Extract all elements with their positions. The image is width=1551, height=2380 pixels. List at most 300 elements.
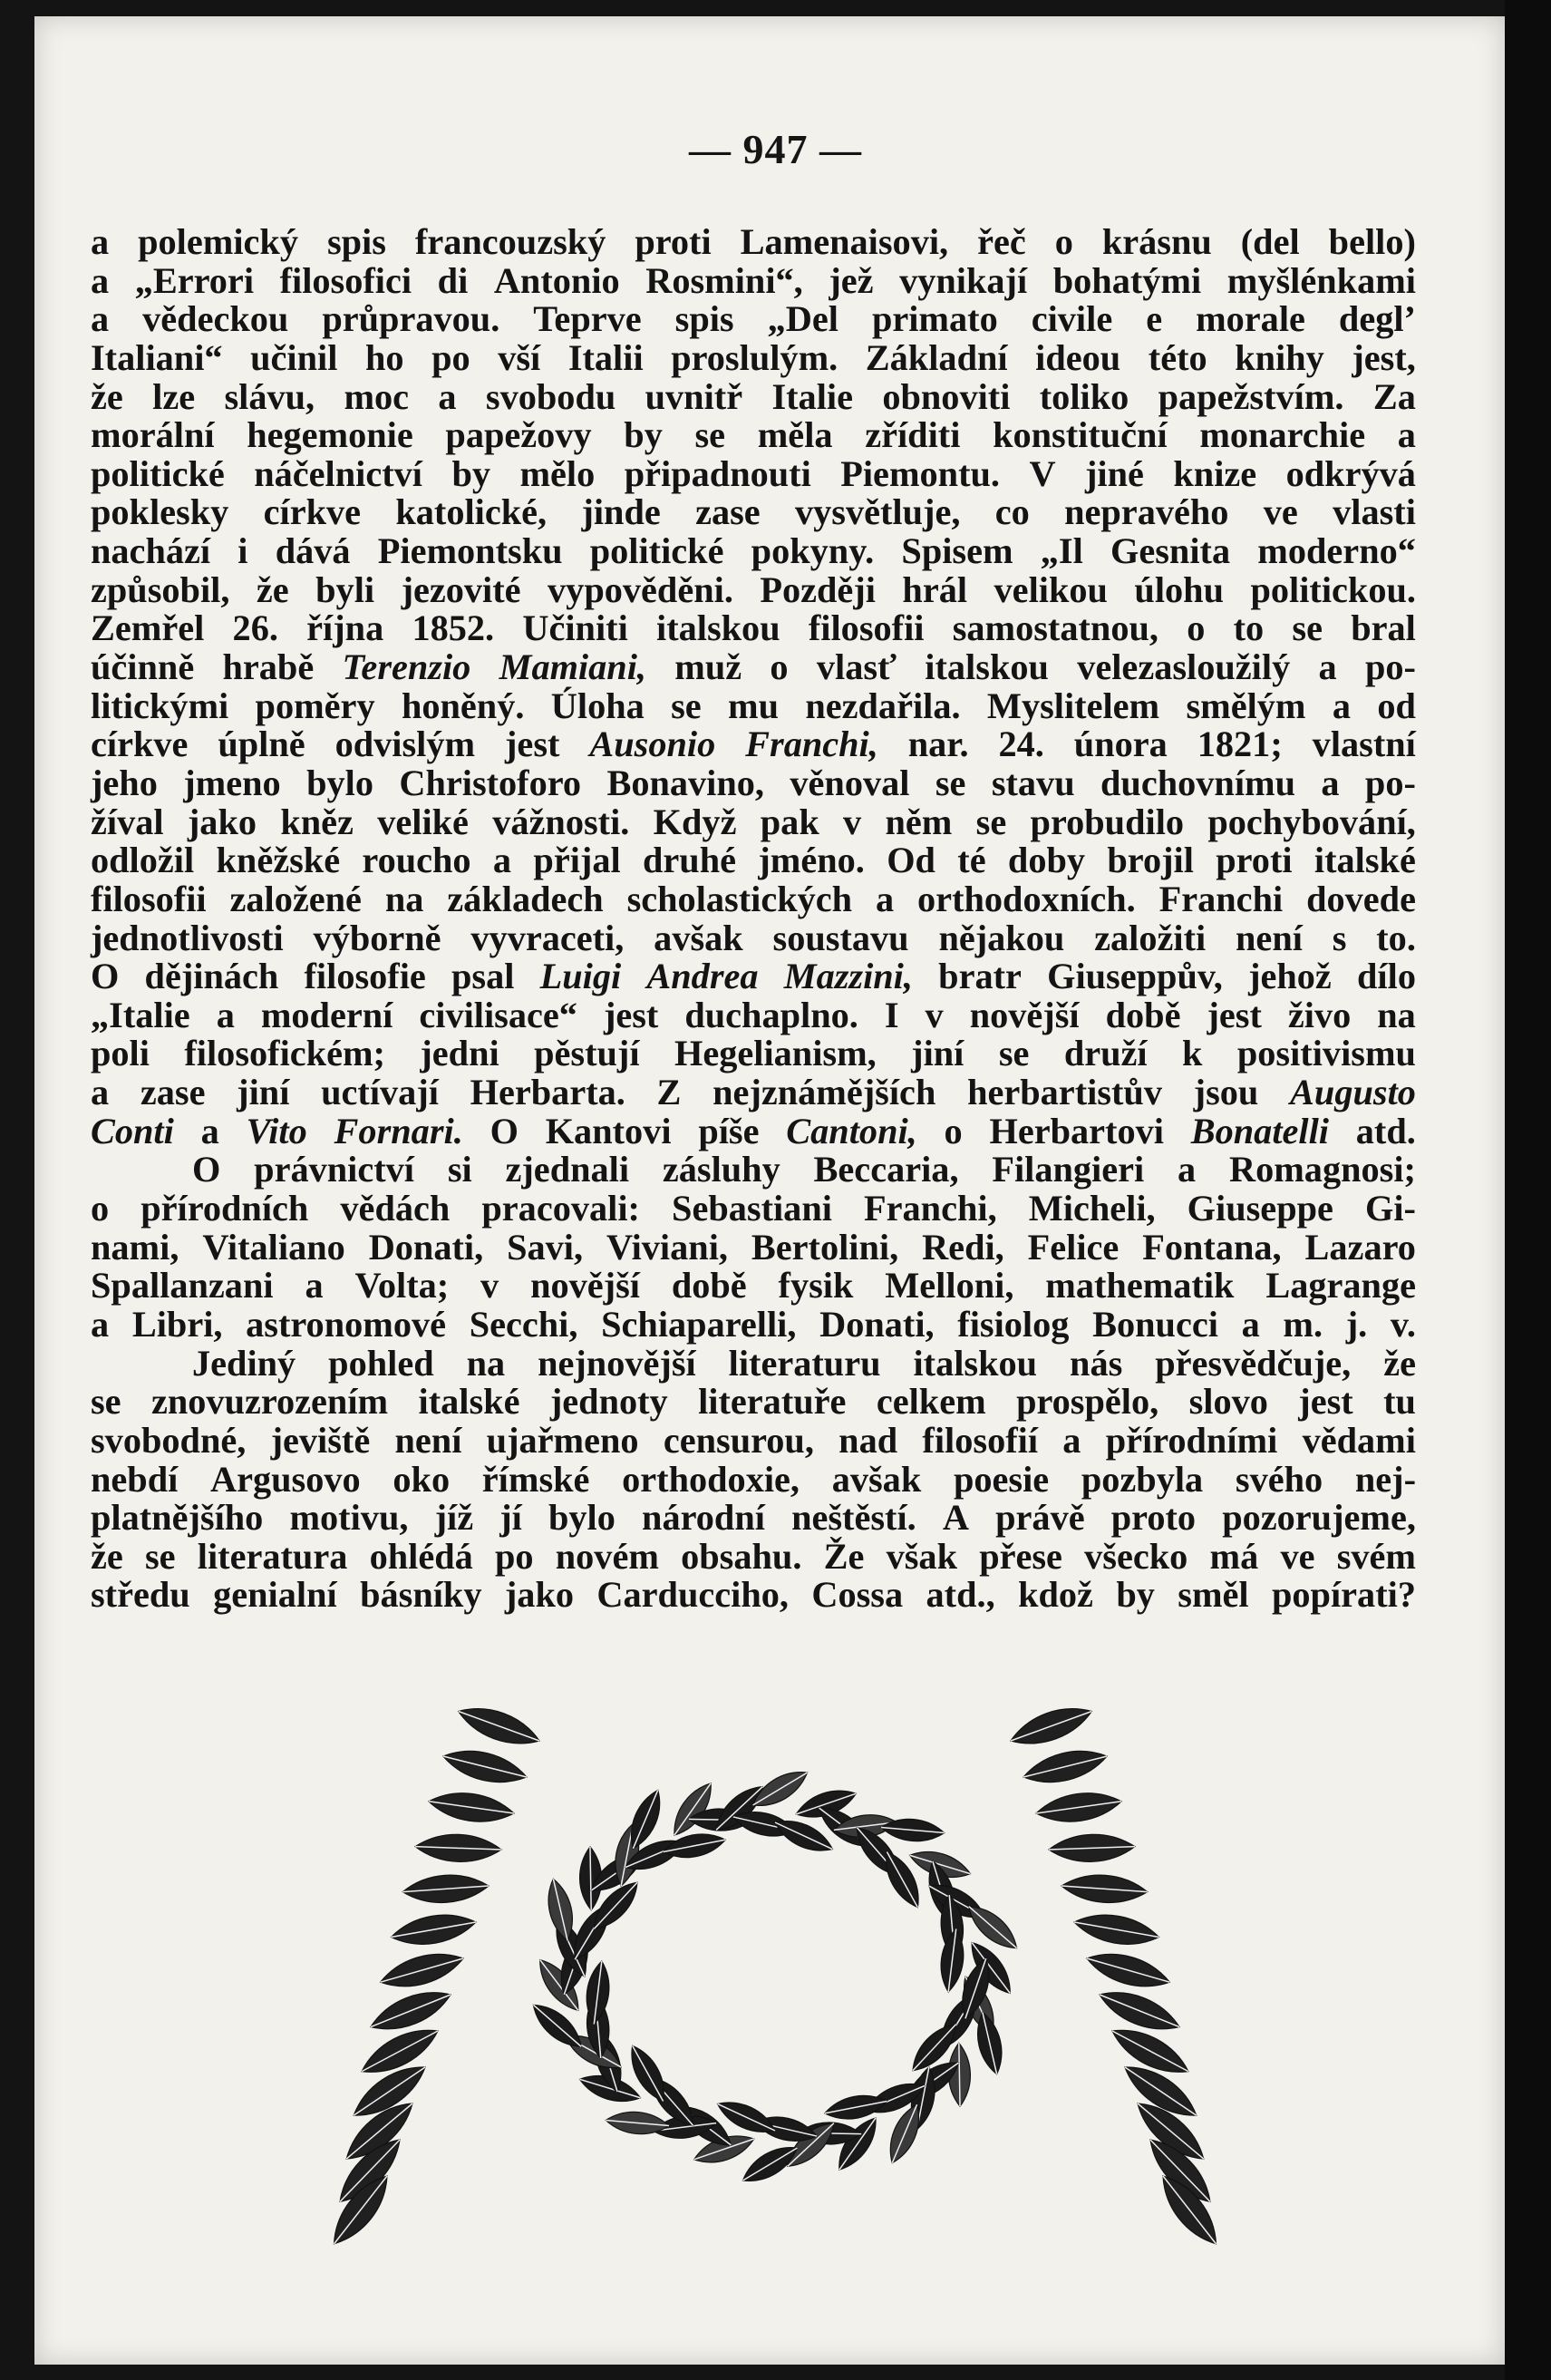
leaf-shape <box>1006 1705 1097 1753</box>
word: vypověděni. <box>548 568 733 610</box>
word: se <box>694 414 726 456</box>
word: směl <box>1178 1574 1249 1616</box>
word: Mamiani, <box>499 646 646 688</box>
word: knihy <box>1235 336 1324 378</box>
text-line <box>91 452 1416 494</box>
word: 1821; <box>1197 724 1283 765</box>
word: 1852. <box>412 607 495 649</box>
word: atd., <box>926 1574 995 1616</box>
word: svobodu <box>485 375 616 417</box>
word: roucho <box>362 840 471 881</box>
word: to <box>1233 607 1265 649</box>
word: slávu, <box>224 375 315 417</box>
word: obnoviti <box>882 375 1011 417</box>
word: k <box>1182 1033 1203 1074</box>
word: ujařmeno <box>486 1419 639 1461</box>
word: svém <box>1336 1535 1416 1577</box>
word: monarchie <box>1199 414 1366 456</box>
text-line <box>91 1419 1416 1461</box>
word: astronomové <box>246 1303 447 1345</box>
word: nepravého <box>1064 491 1229 533</box>
word: vědeckou <box>142 298 289 340</box>
word: není <box>1236 917 1303 958</box>
word: účinně <box>91 646 195 688</box>
word: mu <box>728 685 779 726</box>
text-line <box>91 336 1416 378</box>
word: brojil <box>1107 840 1194 881</box>
word: filosofií <box>922 1419 1039 1461</box>
text-line <box>91 1035 1416 1073</box>
word: vlasti <box>1333 491 1416 533</box>
word: Antonio <box>493 259 620 301</box>
word: Spallanzani <box>91 1265 274 1307</box>
word: znovuzrozením <box>150 1381 389 1423</box>
word: jméno. <box>758 840 865 881</box>
word: založiti <box>1094 917 1207 958</box>
word: jeviště <box>270 1419 371 1461</box>
word: Felice <box>1027 1226 1120 1268</box>
word: proslulým. <box>671 336 839 378</box>
word: zase <box>140 1072 206 1113</box>
word: pěstují <box>534 1033 640 1074</box>
word: zříditi <box>865 414 961 456</box>
word: hrabě <box>222 646 315 688</box>
word: moderní <box>260 994 393 1035</box>
word: novém <box>555 1535 659 1577</box>
word: Lazaro <box>1304 1226 1416 1268</box>
text-line <box>91 1267 1416 1306</box>
word: Libri, <box>131 1303 223 1345</box>
text-line <box>91 1112 1416 1151</box>
word: filosofie <box>304 956 426 997</box>
word: přese <box>979 1535 1062 1577</box>
word: se <box>998 1033 1030 1074</box>
word: a <box>91 259 110 301</box>
word: Carducciho, <box>596 1574 789 1616</box>
word: o <box>944 1110 963 1151</box>
leaf-vein <box>533 2005 581 2046</box>
word: filosofii <box>91 878 207 919</box>
word: prospělo, <box>1016 1381 1159 1423</box>
word: O <box>91 956 120 997</box>
word: době <box>671 1265 747 1307</box>
word: bral <box>1351 607 1416 649</box>
word: politickou. <box>1250 568 1416 610</box>
word: politické <box>589 530 724 572</box>
word: moderno“ <box>1257 530 1416 572</box>
word: jeho <box>91 762 158 803</box>
text-line <box>91 300 1416 339</box>
word: nar. <box>907 724 969 765</box>
word: v <box>480 1265 499 1307</box>
word: kněžské <box>216 840 341 881</box>
word: věnoval <box>790 762 910 803</box>
word: avšak <box>831 1458 922 1500</box>
word: civilisace“ <box>419 994 577 1035</box>
word: mathematik <box>1045 1265 1235 1307</box>
word: a <box>1241 1303 1260 1345</box>
word: velikou <box>994 568 1108 610</box>
word: filosofii <box>808 607 925 649</box>
text-line <box>91 957 1416 996</box>
word: druhé <box>643 840 737 881</box>
word: a <box>91 221 110 262</box>
word: (del <box>1240 221 1300 262</box>
word: 26. <box>232 607 278 649</box>
word: Vito <box>246 1110 307 1151</box>
word: a <box>200 1110 219 1151</box>
word: římské <box>481 1458 590 1500</box>
word: celkem <box>876 1381 986 1423</box>
word: scholastických <box>626 878 853 919</box>
word: Zemřel <box>91 607 205 649</box>
word: jednoty <box>549 1381 668 1423</box>
word: o <box>91 1188 110 1229</box>
word: Italie <box>771 375 853 417</box>
word: litickými <box>91 685 229 726</box>
word: básníky <box>360 1574 482 1616</box>
word: bylo <box>548 1497 616 1539</box>
word: 24. <box>998 724 1044 765</box>
word: filosofici <box>279 259 412 301</box>
text-line <box>91 1151 1416 1190</box>
word: Fornari. <box>334 1110 463 1151</box>
word: dovede <box>1306 878 1416 919</box>
word: vyvraceti, <box>470 917 625 958</box>
word: honěný. <box>401 685 525 726</box>
word: O <box>490 1110 519 1151</box>
word: Bonavino, <box>606 762 765 803</box>
word: veliké <box>377 801 469 842</box>
word: února <box>1073 724 1168 765</box>
word: svého <box>1235 1458 1323 1500</box>
word: o <box>1054 221 1073 262</box>
word: jest <box>603 994 659 1035</box>
word: si <box>447 1149 472 1190</box>
word: pochybování, <box>1207 801 1416 842</box>
word: pokyny. <box>751 530 875 572</box>
word: poli <box>91 1033 150 1074</box>
word: a <box>438 375 457 417</box>
text-line <box>91 1383 1416 1422</box>
word: knize <box>1173 452 1257 494</box>
word: bohatými <box>1052 259 1202 301</box>
word: pozorujeme, <box>1222 1497 1416 1539</box>
word: dává <box>275 530 351 572</box>
word: vědách <box>340 1188 451 1229</box>
word: Franchi, <box>745 724 878 765</box>
word: samostatnou, <box>952 607 1158 649</box>
word: Z <box>656 1072 682 1113</box>
word: pohled <box>328 1342 434 1384</box>
word: popírati? <box>1272 1574 1416 1616</box>
word: platnějšího <box>91 1497 264 1539</box>
word: italskou <box>656 607 780 649</box>
body-text <box>91 223 1416 1615</box>
word: přesvědčuje, <box>1155 1342 1352 1384</box>
word: řeč <box>977 221 1026 262</box>
word: nachází <box>91 530 211 572</box>
word: e <box>1146 298 1163 340</box>
word: jest <box>1298 1381 1353 1423</box>
word: primato <box>871 298 998 340</box>
word: dílo <box>1357 956 1416 997</box>
word: všecko <box>1084 1535 1188 1577</box>
word: Gesnita <box>1110 530 1231 572</box>
word: mělo <box>519 452 596 494</box>
word: proti <box>1216 840 1293 881</box>
word: zásluhy <box>662 1149 780 1190</box>
word: vlastní <box>1312 724 1416 765</box>
word: po <box>494 1535 534 1577</box>
word: uvnitř <box>645 375 743 417</box>
word: není <box>394 1419 462 1461</box>
word: literaturu <box>728 1342 881 1384</box>
word: Bertolini, <box>751 1226 899 1268</box>
word: vší <box>498 336 541 378</box>
word: přijal <box>533 840 621 881</box>
word: „Italie <box>91 994 190 1035</box>
word: a <box>1318 646 1337 688</box>
word: se <box>671 685 702 726</box>
text-line <box>91 375 1416 417</box>
word: m. <box>1283 1303 1323 1345</box>
word: Cossa <box>811 1574 904 1616</box>
word: Melloni, <box>885 1265 1014 1307</box>
word: svobodné, <box>91 1419 247 1461</box>
word: duchovnímu <box>1100 762 1296 803</box>
word: probudilo <box>1030 801 1185 842</box>
word: Luigi <box>539 956 622 997</box>
word: morální <box>91 414 215 456</box>
floral-wreath-illustration <box>322 1705 1228 2249</box>
word: censurou, <box>663 1419 814 1461</box>
word: orthodoxie, <box>622 1458 800 1500</box>
word: Romagnosi; <box>1228 1149 1416 1190</box>
word: že <box>91 375 123 417</box>
word: italské <box>418 1381 520 1423</box>
text-line <box>91 1576 1416 1615</box>
word: hrál <box>902 568 968 610</box>
word: „Del <box>767 298 839 340</box>
word: di <box>437 259 469 301</box>
word: a <box>91 298 110 340</box>
word: ho <box>364 336 404 378</box>
word: katolické, <box>395 491 548 533</box>
text-line <box>91 880 1416 919</box>
word: vysvětluje, <box>795 491 961 533</box>
text-line <box>91 1190 1416 1229</box>
word: Fontana, <box>1142 1226 1282 1268</box>
word: by <box>1116 1574 1155 1616</box>
word: Hegelianism, <box>674 1033 877 1074</box>
word: druží <box>1063 1033 1148 1074</box>
text-line <box>91 648 1416 687</box>
word: Učiniti <box>522 607 628 649</box>
word: úlohu <box>1134 568 1224 610</box>
word: novější <box>530 1265 640 1307</box>
word: Sebastiani <box>672 1188 832 1229</box>
word: jež <box>829 259 874 301</box>
word: jedni <box>420 1033 499 1074</box>
word: přírodních <box>141 1188 309 1229</box>
word: O <box>192 1149 221 1190</box>
word: zjednali <box>505 1149 630 1190</box>
word: jiné <box>1085 452 1144 494</box>
word: oko <box>393 1458 451 1500</box>
word: že <box>256 568 289 610</box>
word: nezdařila. <box>805 685 961 726</box>
word: Gi- <box>1364 1188 1416 1229</box>
word: ideou <box>1035 336 1121 378</box>
text-line <box>91 725 1416 764</box>
word: bylo <box>306 762 373 803</box>
word: a <box>1178 1149 1197 1190</box>
word: by <box>624 414 663 456</box>
word: základech <box>447 878 604 919</box>
word: doby <box>1007 840 1086 881</box>
word: genialní <box>213 1574 337 1616</box>
word: konstituční <box>993 414 1168 456</box>
word: vážnosti. <box>492 801 630 842</box>
text-line <box>91 259 1416 301</box>
word: „Errori <box>134 259 255 301</box>
word: Franchi, <box>864 1188 997 1229</box>
word: se <box>91 1381 121 1423</box>
word: a <box>216 994 235 1035</box>
word: poměry <box>255 685 375 726</box>
word: V <box>1029 452 1056 494</box>
word: Beccaria, <box>813 1149 959 1190</box>
word: Ausonio <box>589 724 716 765</box>
word: Když <box>653 801 737 842</box>
word: jezovité <box>401 568 521 610</box>
word: fysik <box>778 1265 854 1307</box>
word: tu <box>1383 1381 1416 1423</box>
word: to. <box>1376 917 1416 958</box>
word: Schiaparelli, <box>601 1303 797 1345</box>
word: měla <box>757 414 833 456</box>
word: Cantoni, <box>786 1110 917 1151</box>
word: proto <box>1110 1497 1197 1539</box>
word: na <box>384 878 424 919</box>
word: neštěstí. <box>791 1497 916 1539</box>
text-line <box>91 493 1416 532</box>
word: stavu <box>991 762 1075 803</box>
word: papežstvím. <box>1158 375 1344 417</box>
word: Teprve <box>533 298 642 340</box>
word: nad <box>839 1419 898 1461</box>
word: moc <box>344 375 410 417</box>
word: krásnu <box>1101 221 1212 262</box>
text-line <box>91 1073 1416 1112</box>
word: odvislým <box>334 724 476 765</box>
word: národní <box>642 1497 765 1539</box>
word: odložil <box>91 840 195 881</box>
word: pozbyla <box>1081 1458 1204 1500</box>
word: církve <box>263 491 362 533</box>
word: Základní <box>865 336 1008 378</box>
text-line <box>91 1303 1416 1345</box>
word: v <box>925 994 944 1035</box>
word: nás <box>1070 1342 1123 1384</box>
word: nami, <box>91 1226 179 1268</box>
word: Viviani, <box>606 1226 728 1268</box>
word: Piemontsku <box>377 530 563 572</box>
word: o <box>770 646 789 688</box>
word: vynikají <box>899 259 1028 301</box>
word: jiní <box>911 1033 965 1074</box>
word: na <box>1377 994 1416 1035</box>
word: a <box>1332 685 1351 726</box>
word: jmeno <box>183 762 281 803</box>
word: positivismu <box>1236 1033 1416 1074</box>
text-line <box>91 1499 1416 1538</box>
word: Andrea <box>646 956 759 997</box>
word: herbartistův <box>967 1072 1162 1113</box>
word: by <box>451 452 491 494</box>
word: píše <box>698 1110 760 1151</box>
word: založené <box>229 878 362 919</box>
leaf-shape <box>454 1705 545 1753</box>
word: přírodními <box>1105 1419 1278 1461</box>
word: j. <box>1345 1303 1368 1345</box>
word: Mazzini, <box>783 956 913 997</box>
word: se <box>975 801 1007 842</box>
text-line <box>91 1458 1416 1500</box>
word: motivu, <box>289 1497 409 1539</box>
word: výborně <box>313 917 441 958</box>
text-line <box>91 609 1416 648</box>
word: jehož <box>1248 956 1332 997</box>
word: poesie <box>953 1458 1050 1500</box>
word: nej- <box>1354 1458 1416 1500</box>
word: byli <box>315 568 375 610</box>
word: době <box>1105 994 1181 1035</box>
word: jí <box>499 1497 522 1539</box>
leaf-vein <box>969 1907 1017 1948</box>
text-line <box>91 919 1416 958</box>
word: Kantovi <box>545 1110 672 1151</box>
word: po- <box>1364 762 1416 803</box>
word: bello) <box>1328 221 1416 262</box>
word: velezasloužilý <box>1077 646 1291 688</box>
text-line <box>91 1342 1416 1384</box>
word: se <box>935 762 966 803</box>
word: odkrývá <box>1285 452 1416 494</box>
word: literatura <box>197 1535 348 1577</box>
word: a <box>1062 1419 1081 1461</box>
word: politické <box>91 452 225 494</box>
word: právě <box>995 1497 1085 1539</box>
word: Christoforo <box>399 762 582 803</box>
word: jest <box>505 724 560 765</box>
word: Za <box>1372 375 1416 417</box>
word: proti <box>635 221 712 262</box>
word: žíval <box>91 801 164 842</box>
word: úplně <box>218 724 305 765</box>
word: Rosmini“, <box>645 259 803 301</box>
word: i <box>237 530 248 572</box>
word: jíž <box>434 1497 474 1539</box>
wreath-center <box>639 1872 911 2081</box>
text-line <box>91 532 1416 571</box>
word: Že <box>823 1535 865 1577</box>
word: italskou <box>925 646 1049 688</box>
word: připadnouti <box>624 452 811 494</box>
word: spis <box>326 221 386 262</box>
scan-edge <box>1505 0 1551 2380</box>
